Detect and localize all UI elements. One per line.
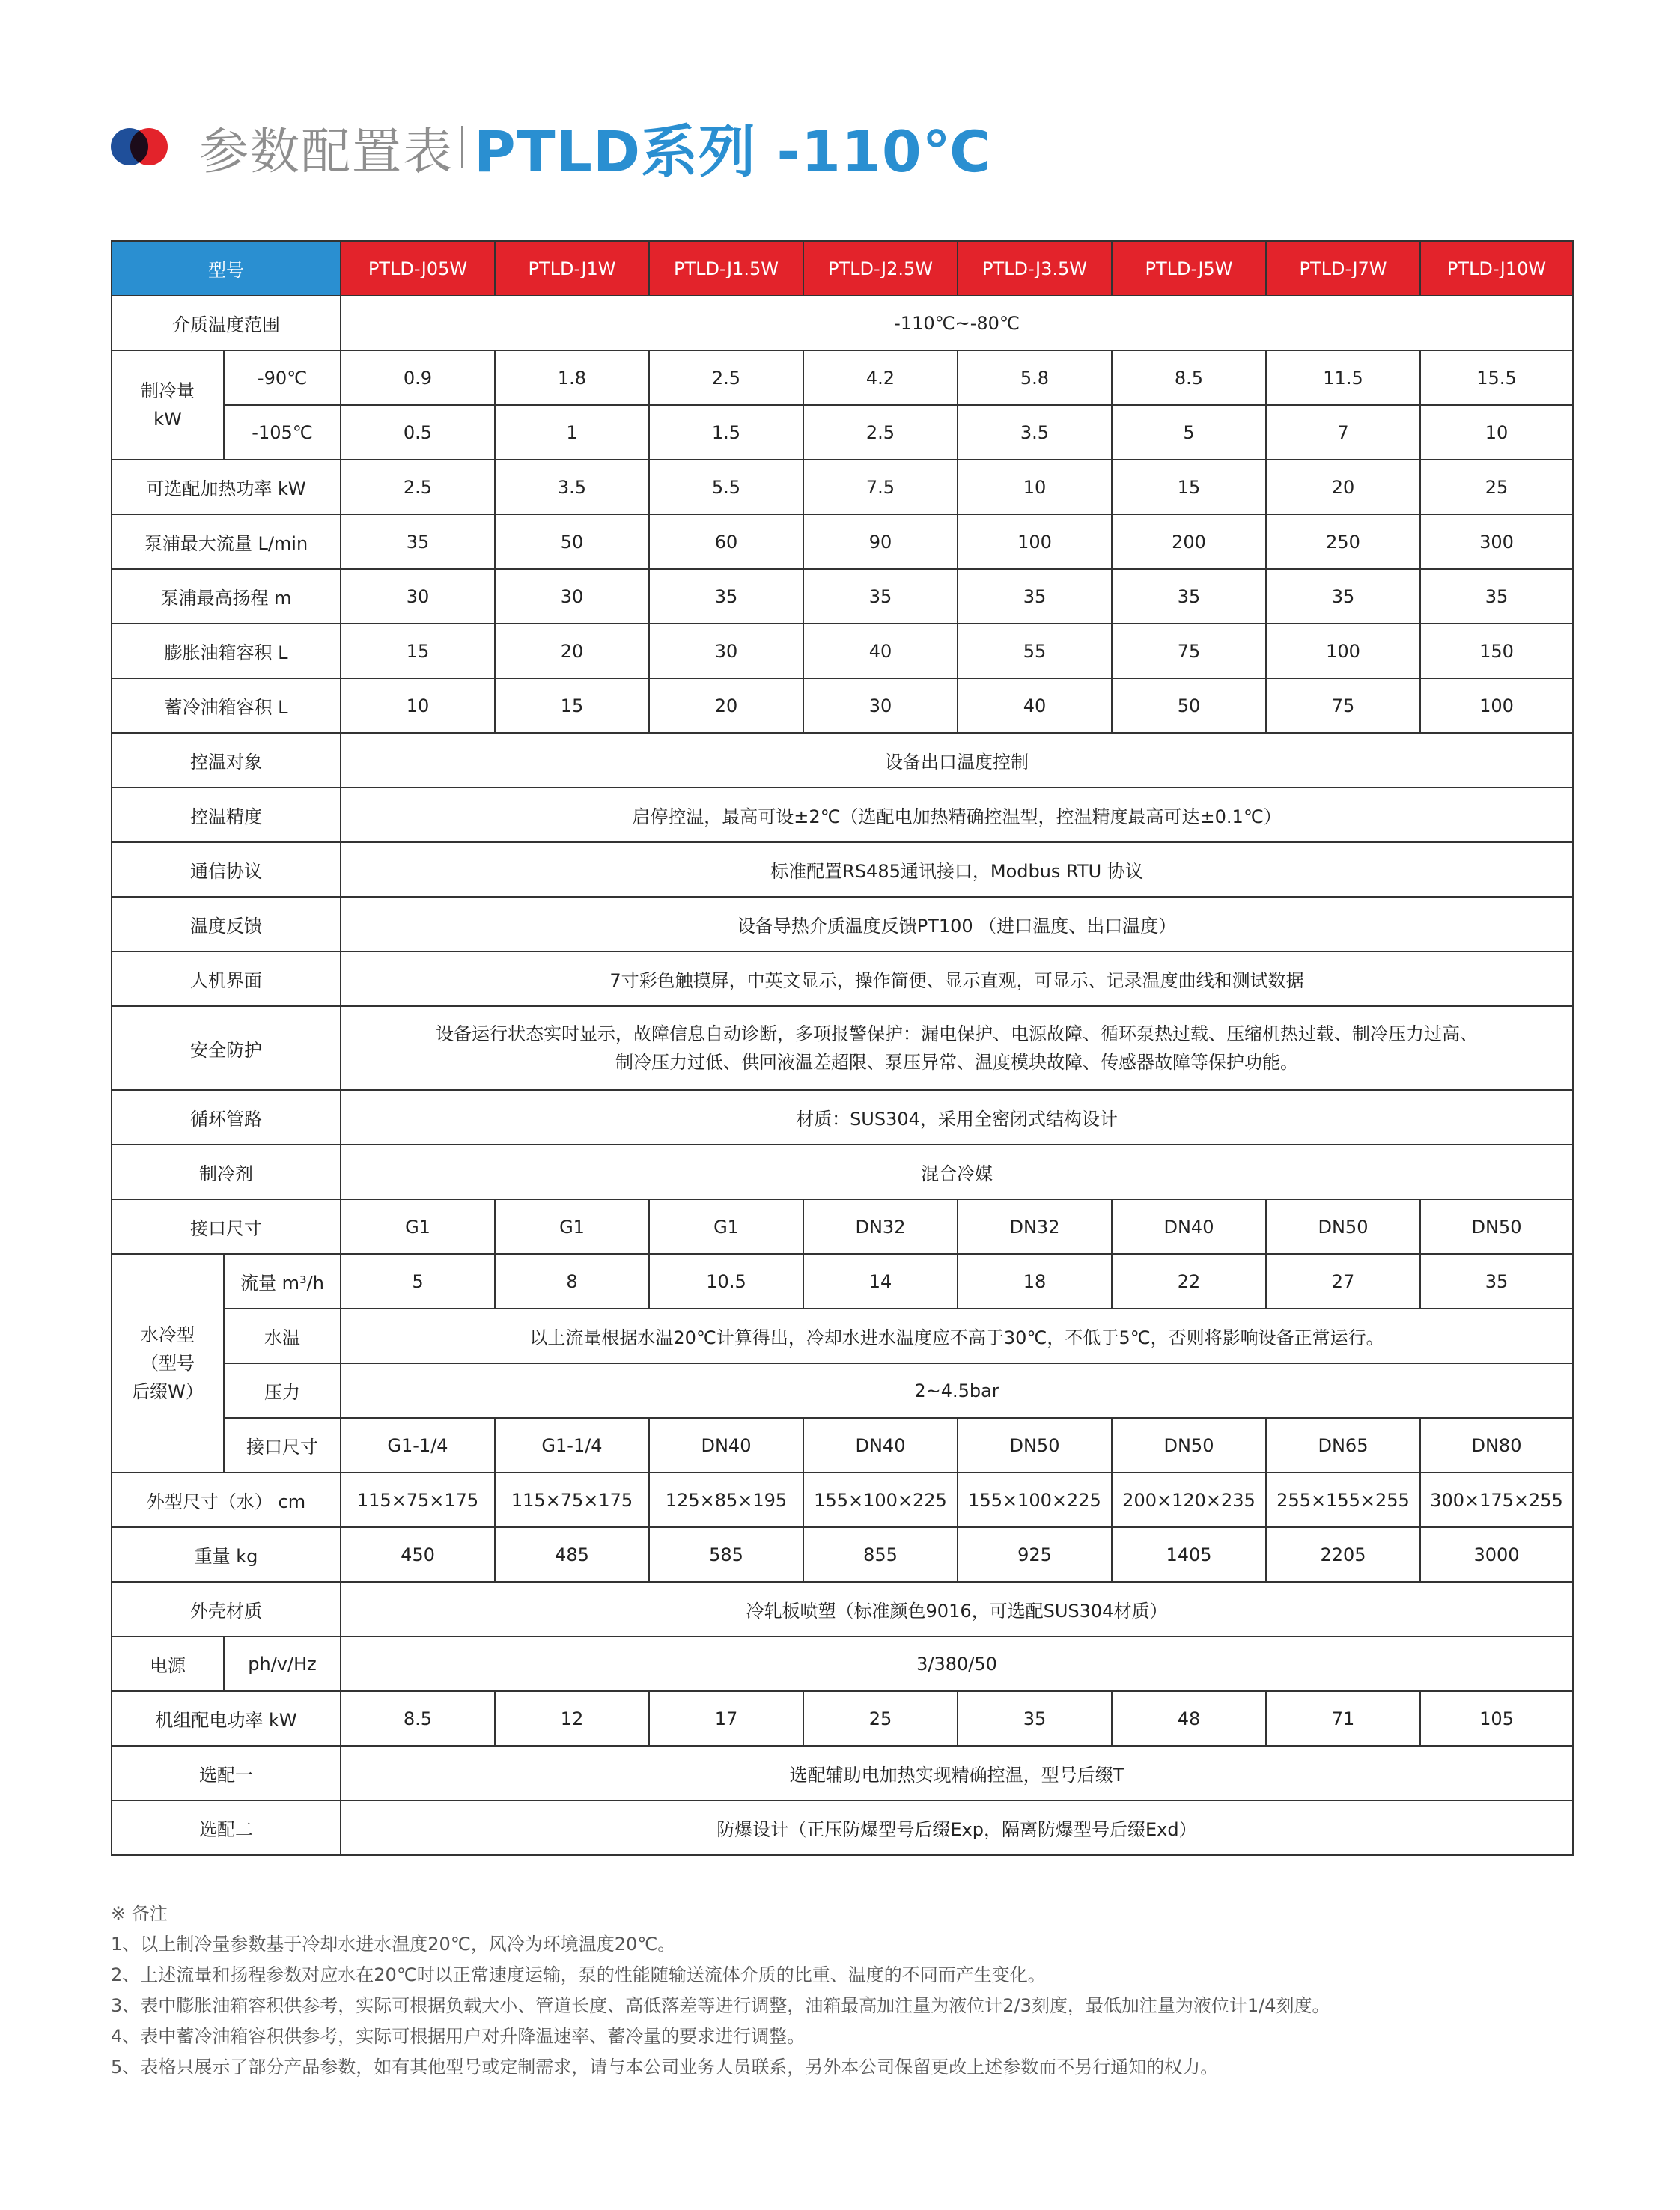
- row-label: 重量 kg: [112, 1527, 341, 1582]
- row-label: 蓄冷油箱容积 L: [112, 678, 341, 733]
- cooling-label-line1: 制冷量: [141, 380, 195, 401]
- row-label: 泵浦最大流量 L/min: [112, 514, 341, 569]
- water-sub-label: 压力: [224, 1363, 341, 1418]
- table-cell: 50: [1112, 678, 1266, 733]
- weight-row: [112, 1527, 1573, 1582]
- table-cell: 5: [1112, 405, 1266, 460]
- table-cell: 5.5: [649, 460, 803, 514]
- table-cell: 925: [958, 1527, 1112, 1582]
- table-cell: 300: [1420, 514, 1573, 569]
- table-cell: 150: [1420, 624, 1573, 678]
- medium-temp-row: [112, 296, 1573, 350]
- table-cell: 35: [1266, 569, 1420, 624]
- model-cell: PTLD-J1W: [495, 241, 649, 296]
- row-value: 以上流量根据水温20℃计算得出，冷却水进水温度应不高于30℃，不低于5℃，否则将影响设备正常运行。: [341, 1309, 1573, 1363]
- housing-row: [112, 1582, 1573, 1637]
- table-cell: DN50: [958, 1418, 1112, 1473]
- table-cell: 10: [958, 460, 1112, 514]
- row-value: 设备导热介质温度反馈PT100 （进口温度、出口温度）: [341, 897, 1573, 952]
- row-value: 2~4.5bar: [341, 1363, 1573, 1418]
- model-cell: PTLD-J5W: [1112, 241, 1266, 296]
- safety-text-line1: 设备运行状态实时显示，故障信息自动诊断，多项报警保护：漏电保护、电源故障、循环泵热过载、压缩机热过载、制冷压力过高、: [436, 1023, 1478, 1044]
- table-cell: 71: [1266, 1691, 1420, 1746]
- water-port-row: [112, 1418, 1573, 1473]
- table-cell: 1.5: [649, 405, 803, 460]
- water-flow-row: [112, 1254, 1573, 1309]
- table-cell: 27: [1266, 1254, 1420, 1309]
- cold-tank-row: [112, 678, 1573, 733]
- table-cell: 10: [1420, 405, 1573, 460]
- table-cell: 25: [1420, 460, 1573, 514]
- piping-row: [112, 1090, 1573, 1145]
- table-cell: 15: [495, 678, 649, 733]
- power-supply-row: [112, 1637, 1573, 1691]
- notes-heading: ※ 备注: [111, 1903, 168, 1924]
- table-cell: DN50: [1420, 1199, 1573, 1254]
- row-value: -110℃~-80℃: [341, 296, 1573, 350]
- page-title-prefix: 参数配置表: [199, 122, 454, 180]
- table-cell: 3000: [1420, 1527, 1573, 1582]
- model-cell: PTLD-J2.5W: [803, 241, 958, 296]
- row-value: 3/380/50: [341, 1637, 1573, 1691]
- table-cell: 40: [803, 624, 958, 678]
- note-item: 5、表格只展示了部分产品参数，如有其他型号或定制需求，请与本公司业务人员联系，另外本公司保留更改上述参数而不另行通知的权力。: [111, 2057, 1219, 2077]
- table-cell: 11.5: [1266, 350, 1420, 405]
- table-cell: 17: [649, 1691, 803, 1746]
- row-value: [341, 1006, 1573, 1090]
- hmi-row: [112, 952, 1573, 1006]
- water-sub-label: 接口尺寸: [224, 1418, 341, 1473]
- row-value: 选配辅助电加热实现精确控温，型号后缀T: [341, 1746, 1573, 1800]
- table-cell: 18: [958, 1254, 1112, 1309]
- cooling-row-90: [112, 350, 1573, 405]
- power-supply-sub-label: ph/v/Hz: [224, 1637, 341, 1691]
- table-cell: 75: [1112, 624, 1266, 678]
- water-cooled-label-line2: （型号: [141, 1353, 195, 1374]
- table-cell: 35: [958, 569, 1112, 624]
- water-sub-label: 流量 m³/h: [224, 1254, 341, 1309]
- row-label: 介质温度范围: [112, 296, 341, 350]
- table-cell: 35: [803, 569, 958, 624]
- page-header: [111, 109, 992, 184]
- control-accuracy-row: [112, 788, 1573, 842]
- row-value: 防爆设计（正压防爆型号后缀Exp，隔离防爆型号后缀Exd）: [341, 1800, 1573, 1855]
- row-label: 可选配加热功率 kW: [112, 460, 341, 514]
- table-cell: 0.9: [341, 350, 495, 405]
- row-value: 设备出口温度控制: [341, 733, 1573, 788]
- row-label: 膨胀油箱容积 L: [112, 624, 341, 678]
- model-cell: PTLD-J10W: [1420, 241, 1573, 296]
- row-label: 电源: [112, 1637, 224, 1691]
- table-cell: 8: [495, 1254, 649, 1309]
- port-size-row: [112, 1199, 1573, 1254]
- table-cell: 8.5: [341, 1691, 495, 1746]
- row-value: 标准配置RS485通讯接口，Modbus RTU 协议: [341, 842, 1573, 897]
- table-cell: 115×75×175: [341, 1473, 495, 1527]
- row-label: 人机界面: [112, 952, 341, 1006]
- unit-power-row: [112, 1691, 1573, 1746]
- expansion-tank-row: [112, 624, 1573, 678]
- table-cell: 3.5: [495, 460, 649, 514]
- row-label: 外壳材质: [112, 1582, 341, 1637]
- model-header-cell: 型号: [112, 241, 341, 296]
- table-cell: 250: [1266, 514, 1420, 569]
- table-cell: 15.5: [1420, 350, 1573, 405]
- table-cell: DN40: [1112, 1199, 1266, 1254]
- table-cell: G1: [495, 1199, 649, 1254]
- model-cell: PTLD-J1.5W: [649, 241, 803, 296]
- protocol-row: [112, 842, 1573, 897]
- table-cell: 585: [649, 1527, 803, 1582]
- table-cell: 105: [1420, 1691, 1573, 1746]
- table-cell: 1.8: [495, 350, 649, 405]
- row-label: 制冷剂: [112, 1145, 341, 1199]
- table-cell: 7: [1266, 405, 1420, 460]
- safety-row: [112, 1006, 1573, 1090]
- table-cell: 2.5: [649, 350, 803, 405]
- safety-text-line2: 制冷压力过低、供回液温差超限、泵压异常、温度模块故障、传感器故障等保护功能。: [615, 1052, 1298, 1073]
- table-cell: 48: [1112, 1691, 1266, 1746]
- cooling-label-line2: kW: [153, 409, 182, 430]
- spec-table: [111, 240, 1574, 1856]
- table-cell: 300×175×255: [1420, 1473, 1573, 1527]
- table-cell: DN32: [803, 1199, 958, 1254]
- table-cell: 30: [803, 678, 958, 733]
- table-cell: 10.5: [649, 1254, 803, 1309]
- table-cell: DN50: [1266, 1199, 1420, 1254]
- table-cell: 200×120×235: [1112, 1473, 1266, 1527]
- table-cell: G1-1/4: [495, 1418, 649, 1473]
- model-row: [112, 241, 1573, 296]
- row-label: 通信协议: [112, 842, 341, 897]
- table-cell: 4.2: [803, 350, 958, 405]
- table-cell: 20: [495, 624, 649, 678]
- water-cooled-label-line1: 水冷型: [141, 1324, 195, 1345]
- option1-row: [112, 1746, 1573, 1800]
- control-object-row: [112, 733, 1573, 788]
- table-cell: 255×155×255: [1266, 1473, 1420, 1527]
- table-cell: 2.5: [341, 460, 495, 514]
- table-cell: 40: [958, 678, 1112, 733]
- table-cell: 0.5: [341, 405, 495, 460]
- table-cell: 60: [649, 514, 803, 569]
- table-cell: 15: [341, 624, 495, 678]
- table-cell: DN32: [958, 1199, 1112, 1254]
- row-label: 控温精度: [112, 788, 341, 842]
- brand-logo-icon: [111, 126, 171, 168]
- table-cell: 35: [1420, 569, 1573, 624]
- note-item: 3、表中膨胀油箱容积供参考，实际可根据负载大小、管道长度、高低落差等进行调整，油箱最高加注量为液位计2/3刻度，最低加注量为液位计1/4刻度。: [111, 1995, 1330, 2016]
- row-value: 材质：SUS304，采用全密闭式结构设计: [341, 1090, 1573, 1145]
- page-title-series: PTLD系列 -110℃: [474, 118, 992, 185]
- table-cell: DN40: [803, 1418, 958, 1473]
- table-cell: 55: [958, 624, 1112, 678]
- refrigerant-row: [112, 1145, 1573, 1199]
- table-cell: 35: [341, 514, 495, 569]
- table-cell: 30: [341, 569, 495, 624]
- water-pressure-row: [112, 1363, 1573, 1418]
- row-label: 控温对象: [112, 733, 341, 788]
- table-cell: 75: [1266, 678, 1420, 733]
- table-cell: DN50: [1112, 1418, 1266, 1473]
- table-cell: 50: [495, 514, 649, 569]
- table-cell: DN80: [1420, 1418, 1573, 1473]
- table-cell: 200: [1112, 514, 1266, 569]
- water-temp-row: [112, 1309, 1573, 1363]
- table-cell: DN40: [649, 1418, 803, 1473]
- note-item: 4、表中蓄冷油箱容积供参考，实际可根据用户对升降温速率、蓄冷量的要求进行调整。: [111, 2026, 806, 2047]
- table-cell: 35: [1420, 1254, 1573, 1309]
- table-cell: 100: [1420, 678, 1573, 733]
- table-cell: G1: [341, 1199, 495, 1254]
- row-label: 泵浦最高扬程 m: [112, 569, 341, 624]
- water-cooled-label-line3: 后缀W）: [132, 1381, 204, 1402]
- table-cell: 3.5: [958, 405, 1112, 460]
- table-cell: 25: [803, 1691, 958, 1746]
- table-cell: 30: [649, 624, 803, 678]
- pump-flow-row: [112, 514, 1573, 569]
- table-cell: 5.8: [958, 350, 1112, 405]
- row-label: 选配二: [112, 1800, 341, 1855]
- table-cell: DN65: [1266, 1418, 1420, 1473]
- cooling-label: [112, 350, 224, 460]
- table-cell: 10: [341, 678, 495, 733]
- table-cell: 5: [341, 1254, 495, 1309]
- model-cell: PTLD-J3.5W: [958, 241, 1112, 296]
- table-cell: G1-1/4: [341, 1418, 495, 1473]
- row-label: 安全防护: [112, 1006, 341, 1090]
- table-cell: 125×85×195: [649, 1473, 803, 1527]
- table-cell: 12: [495, 1691, 649, 1746]
- row-value: 冷轧板喷塑（标准颜色9016，可选配SUS304材质）: [341, 1582, 1573, 1637]
- cooling-sub-label: -90℃: [224, 350, 341, 405]
- note-item: 1、以上制冷量参数基于冷却水进水温度20℃，风冷为环境温度20℃。: [111, 1934, 676, 1955]
- table-cell: G1: [649, 1199, 803, 1254]
- table-cell: 14: [803, 1254, 958, 1309]
- table-cell: 450: [341, 1527, 495, 1582]
- table-cell: 100: [958, 514, 1112, 569]
- row-label: 循环管路: [112, 1090, 341, 1145]
- table-cell: 90: [803, 514, 958, 569]
- pump-head-row: [112, 569, 1573, 624]
- table-cell: 115×75×175: [495, 1473, 649, 1527]
- table-cell: 100: [1266, 624, 1420, 678]
- table-cell: 35: [958, 1691, 1112, 1746]
- row-label: 接口尺寸: [112, 1199, 341, 1254]
- note-item: 2、上述流量和扬程参数对应水在20℃时以正常速度运输，泵的性能随输送流体介质的比重、温度的不同而产生变化。: [111, 1964, 1046, 1985]
- model-cell: PTLD-J7W: [1266, 241, 1420, 296]
- water-cooled-label: [112, 1254, 224, 1473]
- row-value: 启停控温，最高可设±2℃（选配电加热精确控温型，控温精度最高可达±0.1℃）: [341, 788, 1573, 842]
- model-cell: PTLD-J05W: [341, 241, 495, 296]
- table-cell: 1405: [1112, 1527, 1266, 1582]
- title-divider: [461, 126, 463, 168]
- table-cell: 20: [1266, 460, 1420, 514]
- table-cell: 2.5: [803, 405, 958, 460]
- table-cell: 35: [1112, 569, 1266, 624]
- row-value: 7寸彩色触摸屏，中英文显示，操作简便、显示直观，可显示、记录温度曲线和测试数据: [341, 952, 1573, 1006]
- notes-section: [111, 1899, 1330, 2083]
- table-cell: 8.5: [1112, 350, 1266, 405]
- table-cell: 1: [495, 405, 649, 460]
- cooling-sub-label: -105℃: [224, 405, 341, 460]
- water-sub-label: 水温: [224, 1309, 341, 1363]
- row-label: 选配一: [112, 1746, 341, 1800]
- table-cell: 155×100×225: [958, 1473, 1112, 1527]
- table-cell: 7.5: [803, 460, 958, 514]
- table-cell: 155×100×225: [803, 1473, 958, 1527]
- table-cell: 15: [1112, 460, 1266, 514]
- row-value: 混合冷媒: [341, 1145, 1573, 1199]
- row-label: 温度反馈: [112, 897, 341, 952]
- table-cell: 35: [649, 569, 803, 624]
- table-cell: 2205: [1266, 1527, 1420, 1582]
- table-cell: 30: [495, 569, 649, 624]
- row-label: 外型尺寸（水） cm: [112, 1473, 341, 1527]
- heating-power-row: [112, 460, 1573, 514]
- row-label: 机组配电功率 kW: [112, 1691, 341, 1746]
- table-cell: 485: [495, 1527, 649, 1582]
- dimensions-row: [112, 1473, 1573, 1527]
- temp-feedback-row: [112, 897, 1573, 952]
- table-cell: 22: [1112, 1254, 1266, 1309]
- table-cell: 20: [649, 678, 803, 733]
- cooling-row-105: [112, 405, 1573, 460]
- table-cell: 855: [803, 1527, 958, 1582]
- option2-row: [112, 1800, 1573, 1855]
